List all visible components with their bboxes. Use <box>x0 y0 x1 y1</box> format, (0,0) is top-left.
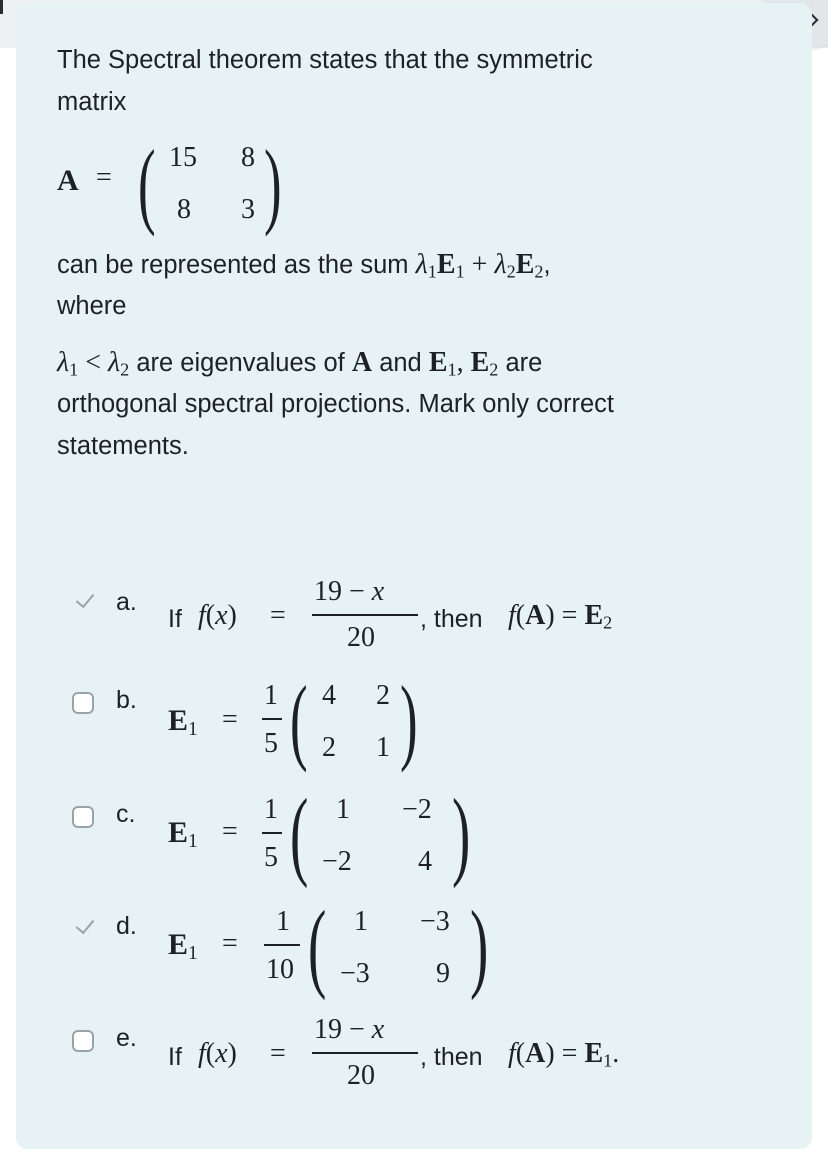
projection-symbols: $E_1$, $E_2$ <box>428 347 499 380</box>
matrix-a-21: 8 <box>177 194 191 225</box>
statements-line: statements. <box>57 432 189 460</box>
option-letter: d. <box>116 912 137 940</box>
equals-sign: = <box>222 704 238 735</box>
right-paren: ) <box>264 130 282 237</box>
question-card <box>16 3 812 1149</box>
matrix-a-11: 15 <box>169 142 197 173</box>
equals-sign: = <box>96 162 112 193</box>
left-paren: ( <box>308 890 327 1001</box>
fraction-denominator: 5 <box>264 728 278 759</box>
matrix-21: −2 <box>322 846 352 877</box>
matrix-11: 1 <box>336 794 350 825</box>
matrix-a-12: 8 <box>241 142 255 173</box>
fraction-denominator: 20 <box>347 1060 375 1091</box>
fraction-numerator: 1 <box>276 906 290 937</box>
option-letter: c. <box>116 800 136 828</box>
matrix-11: 1 <box>354 906 368 937</box>
then-text: , then <box>420 1043 483 1071</box>
fraction-numerator: 1 <box>264 680 278 711</box>
equals-sign: = <box>270 600 286 631</box>
matrix-a-22: 3 <box>241 194 255 225</box>
matrix-22: 1 <box>376 732 390 763</box>
where-text: where <box>57 292 127 320</box>
option-letter: e. <box>116 1024 137 1052</box>
matrix-symbol: A <box>57 164 79 197</box>
equals-sign: = <box>222 816 238 847</box>
fraction-bar <box>312 1052 418 1054</box>
orth-line: orthogonal spectral projections. Mark only correct <box>57 390 615 418</box>
and-text: and <box>379 349 422 377</box>
matrix-12: 2 <box>376 680 390 711</box>
e1-symbol: $E_1$ <box>168 816 198 852</box>
matrix-symbol-inline: A <box>351 347 373 378</box>
matrix-12: −3 <box>420 906 450 937</box>
fraction-bar <box>312 614 418 616</box>
question-line-1: The Spectral theorem states that the symmetric <box>57 46 593 74</box>
equals-sign: = <box>270 1038 286 1069</box>
matrix-11: 4 <box>322 680 336 711</box>
option-letter: a. <box>116 588 137 616</box>
right-paren: ) <box>400 666 418 773</box>
right-paren: ) <box>452 778 471 889</box>
fraction-bar <box>262 718 282 720</box>
fraction-denominator: 5 <box>264 842 278 873</box>
option-letter: b. <box>116 686 137 714</box>
then-text: , then <box>420 605 483 633</box>
if-text: If <box>168 1043 182 1071</box>
f-of-x: f(x) <box>198 600 237 631</box>
e1-symbol: $E_1$ <box>168 704 198 740</box>
matrix-21: −3 <box>340 958 370 989</box>
f-of-x: f(x) <box>198 1038 237 1069</box>
sum-text: can be represented as the sum <box>57 251 409 279</box>
fraction-denominator: 20 <box>347 622 375 653</box>
left-paren: ( <box>290 778 309 889</box>
matrix-22: 9 <box>436 958 450 989</box>
matrix-12: −2 <box>402 794 432 825</box>
e1-symbol: $E_1$ <box>168 928 198 964</box>
sum-line: can be represented as the sum $\lambda_1E_1 + \lambda_2E_2$, <box>57 249 551 282</box>
checkbox[interactable] <box>72 1030 94 1052</box>
sum-expression: $\lambda_1E_1 + \lambda_2E_2$ <box>415 249 544 282</box>
checkbox[interactable] <box>72 692 94 714</box>
fraction-bar <box>264 944 300 946</box>
result-expression: $f(A) = E_2$ <box>508 600 613 633</box>
eigen-inequality: $\lambda_1 < \lambda_2$ <box>57 347 130 380</box>
fraction-bar <box>262 832 282 834</box>
question-line-2: matrix <box>57 88 127 116</box>
result-expression: $f(A) = E_1$. <box>508 1038 620 1071</box>
left-edge-mark <box>0 0 3 14</box>
fraction-numerator: 1 <box>264 794 278 825</box>
matrix-21: 2 <box>322 732 336 763</box>
eigen-text: are eigenvalues of <box>136 349 345 377</box>
checkbox[interactable] <box>72 806 94 828</box>
left-paren: ( <box>290 666 308 773</box>
matrix-22: 4 <box>418 846 432 877</box>
fraction-denominator: 10 <box>266 954 294 985</box>
fraction-numerator: 19 − x <box>314 576 385 607</box>
fraction-numerator: 19 − x <box>314 1014 385 1045</box>
are-text: are <box>505 349 543 377</box>
equals-sign: = <box>222 928 238 959</box>
right-paren: ) <box>470 890 489 1001</box>
left-paren: ( <box>138 130 156 237</box>
if-text: If <box>168 605 182 633</box>
